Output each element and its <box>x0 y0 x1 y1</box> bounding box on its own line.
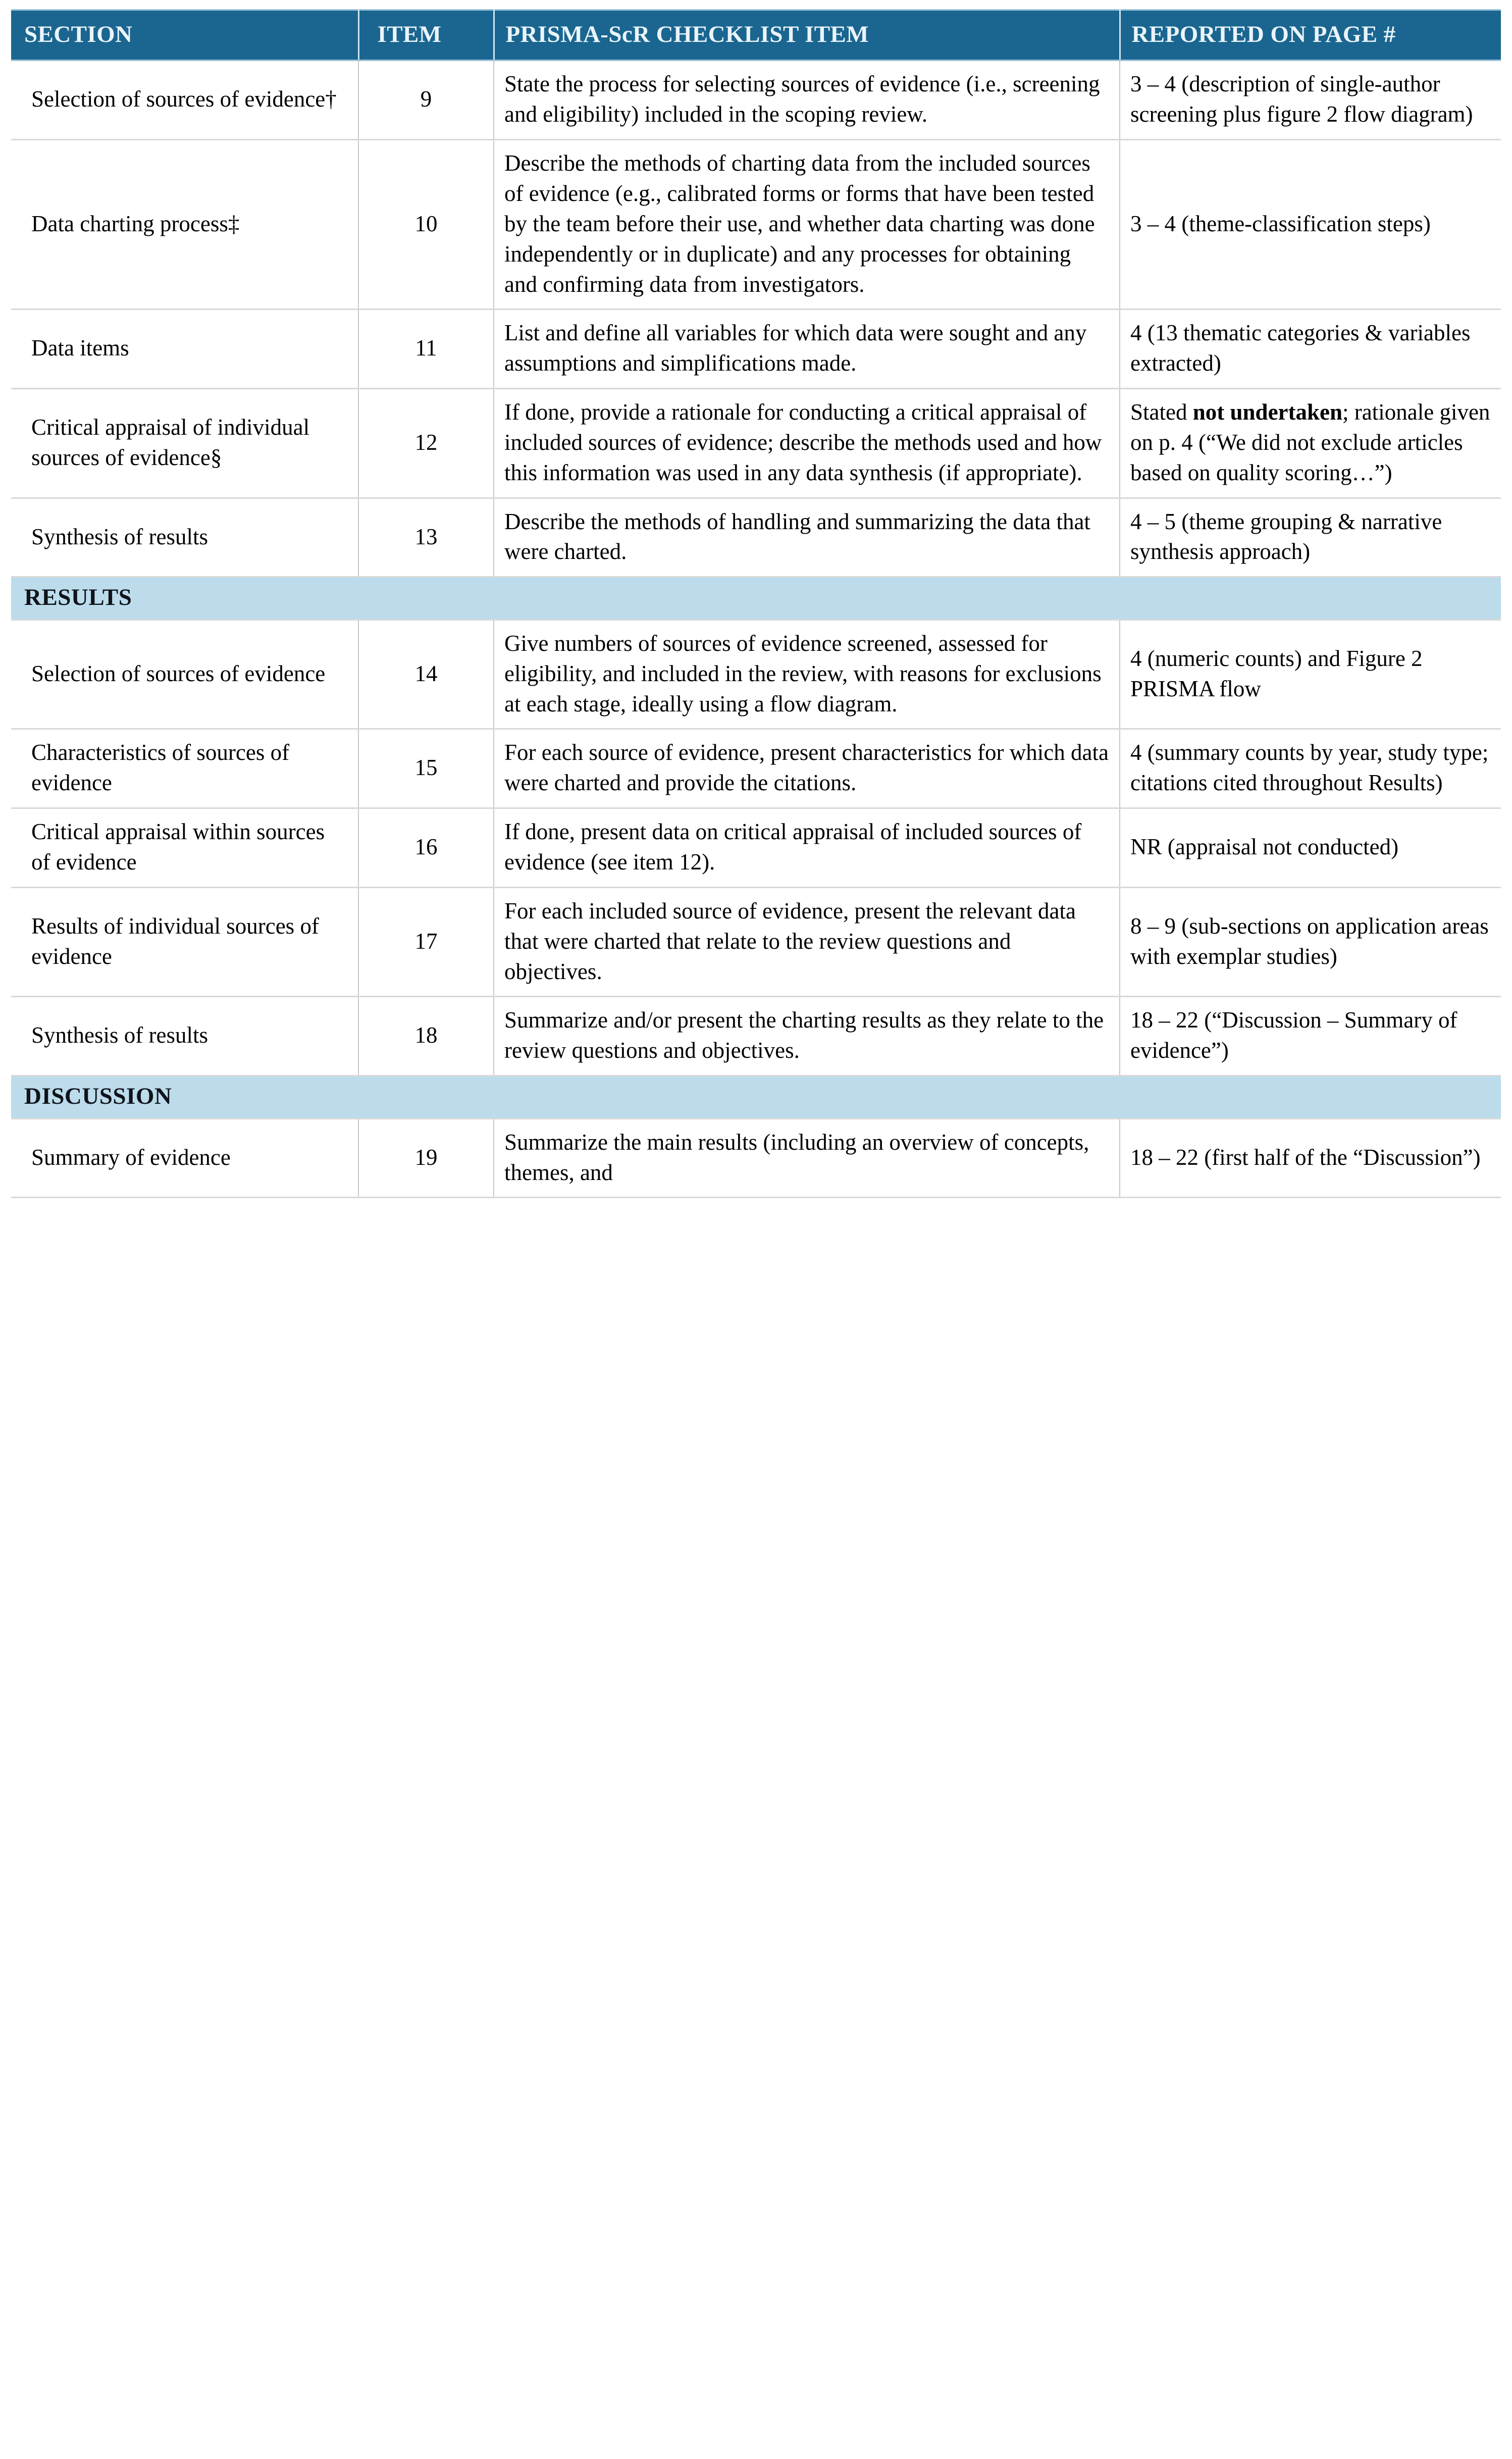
prisma-scr-checklist-page <box>0 0 1512 1210</box>
cell-section: Synthesis of results <box>11 997 358 1076</box>
cell-reported-on-page: 4 – 5 (theme grouping & narrative synthesis approach) <box>1120 498 1501 577</box>
cell-checklist-item: Describe the methods of handling and summarizing the data that were charted. <box>494 498 1120 577</box>
cell-reported-on-page: 4 (13 thematic categories & variables extracted) <box>1120 310 1501 389</box>
cell-item-number: 14 <box>358 620 494 729</box>
cell-checklist-item: If done, provide a rationale for conducting a critical appraisal of included sources of evidence; describe the methods used and how this information was used in any data synthesis (if appropriate). <box>494 389 1120 498</box>
cell-section: Summary of evidence <box>11 1118 358 1198</box>
table-row <box>11 887 1501 997</box>
cell-reported-on-page: 18 – 22 (first half of the “Discussion”) <box>1120 1118 1501 1198</box>
cell-checklist-item: For each included source of evidence, present the relevant data that were charted that relate to the review questions and objectives. <box>494 887 1120 997</box>
section-band-row <box>11 577 1501 620</box>
table-row <box>11 61 1501 140</box>
table-row <box>11 498 1501 577</box>
cell-checklist-item: Give numbers of sources of evidence screened, assessed for eligibility, and included in the review, with reasons for exclusions at each stage, ideally using a flow diagram. <box>494 620 1120 729</box>
cell-reported-on-page: 3 – 4 (theme-classification steps) <box>1120 140 1501 310</box>
cell-section: Synthesis of results <box>11 498 358 577</box>
cell-item-number: 12 <box>358 389 494 498</box>
table-header-row <box>11 10 1501 61</box>
table-row <box>11 140 1501 310</box>
cell-section: Data items <box>11 310 358 389</box>
cell-section: Results of individual sources of evidence <box>11 887 358 997</box>
section-band-label: RESULTS <box>11 577 1501 620</box>
cell-section: Critical appraisal of individual sources of evidence§ <box>11 389 358 498</box>
column-header-reported-on-page: REPORTED ON PAGE # <box>1120 10 1501 61</box>
cell-section: Selection of sources of evidence <box>11 620 358 729</box>
table-row <box>11 808 1501 888</box>
cell-item-number: 18 <box>358 997 494 1076</box>
cell-section: Selection of sources of evidence† <box>11 61 358 140</box>
cell-reported-on-page: NR (appraisal not conducted) <box>1120 808 1501 888</box>
cell-item-number: 11 <box>358 310 494 389</box>
cell-checklist-item: Summarize the main results (including an overview of concepts, themes, and <box>494 1118 1120 1198</box>
page-note-text: Stated <box>1130 399 1193 425</box>
section-band-row <box>11 1076 1501 1119</box>
cell-section: Data charting process‡ <box>11 140 358 310</box>
column-header-item: ITEM <box>358 10 494 61</box>
table-row <box>11 310 1501 389</box>
table-row <box>11 1118 1501 1198</box>
table-body <box>11 61 1501 1198</box>
table-row <box>11 729 1501 808</box>
column-header-section: SECTION <box>11 10 358 61</box>
cell-reported-on-page: 3 – 4 (description of single-author screening plus figure 2 flow diagram) <box>1120 61 1501 140</box>
cell-reported-on-page <box>1120 389 1501 498</box>
cell-item-number: 17 <box>358 887 494 997</box>
cell-checklist-item: For each source of evidence, present characteristics for which data were charted and provide the citations. <box>494 729 1120 808</box>
section-band-label: DISCUSSION <box>11 1076 1501 1119</box>
cell-item-number: 15 <box>358 729 494 808</box>
cell-reported-on-page: 8 – 9 (sub-sections on application areas with exemplar studies) <box>1120 887 1501 997</box>
page-note-emphasis: not undertaken <box>1192 399 1343 425</box>
cell-checklist-item: Describe the methods of charting data from the included sources of evidence (e.g., calibrated forms or forms that have been tested by the team before their use, and whether data charting was done independently or in duplicate) and any processes for obtaining and confirming data from investigators. <box>494 140 1120 310</box>
prisma-scr-checklist-table <box>11 9 1501 1198</box>
cell-reported-on-page: 18 – 22 (“Discussion – Summary of evidence”) <box>1120 997 1501 1076</box>
table-row <box>11 997 1501 1076</box>
cell-item-number: 19 <box>358 1118 494 1198</box>
cell-checklist-item: Summarize and/or present the charting results as they relate to the review questions and objectives. <box>494 997 1120 1076</box>
cell-checklist-item: List and define all variables for which data were sought and any assumptions and simplifications made. <box>494 310 1120 389</box>
column-header-checklist-item: PRISMA-ScR CHECKLIST ITEM <box>494 10 1120 61</box>
cell-section: Critical appraisal within sources of evidence <box>11 808 358 888</box>
cell-checklist-item: If done, present data on critical appraisal of included sources of evidence (see item 12). <box>494 808 1120 888</box>
table-header <box>11 10 1501 61</box>
table-row <box>11 620 1501 729</box>
cell-item-number: 9 <box>358 61 494 140</box>
table-row <box>11 389 1501 498</box>
cell-item-number: 13 <box>358 498 494 577</box>
cell-item-number: 10 <box>358 140 494 310</box>
cell-reported-on-page: 4 (summary counts by year, study type; citations cited throughout Results) <box>1120 729 1501 808</box>
cell-checklist-item: State the process for selecting sources of evidence (i.e., screening and eligibility) included in the scoping review. <box>494 61 1120 140</box>
cell-section: Characteristics of sources of evidence <box>11 729 358 808</box>
page-note-text: ; rationale given on p. 4 (“We did not exclude articles based on quality scoring…”) <box>1130 399 1490 485</box>
cell-item-number: 16 <box>358 808 494 888</box>
cell-reported-on-page: 4 (numeric counts) and Figure 2 PRISMA flow <box>1120 620 1501 729</box>
